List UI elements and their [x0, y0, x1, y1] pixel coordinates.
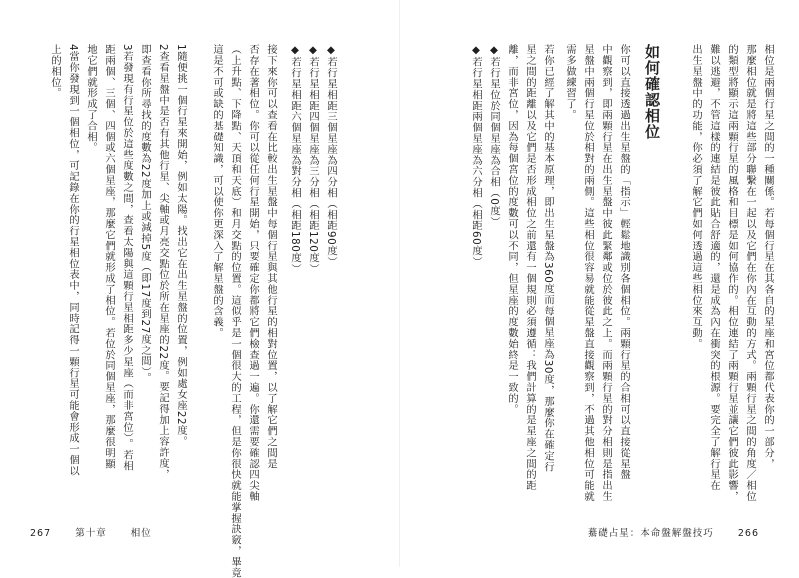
text-column: 星盤中兩個行星位於相對的兩側。這些相位很容易就能從星盤直接觀察到，不過其他相位可能就 — [582, 44, 594, 502]
text-column: ◆若行星位於同個星座為合相（0度） — [488, 44, 500, 228]
text-column: ◆若行星相距兩個星座為六分相（相距60度） — [470, 44, 482, 268]
section-heading: 如何確認相位 — [643, 44, 661, 140]
book-title-header: 驀礎占星：本命盤解盤技巧 — [587, 528, 714, 539]
text-column: ◆若行星相距六個星座為對分相（相距180度） — [289, 44, 301, 275]
left-page — [0, 0, 399, 578]
text-column: ◆若行星相距三個星座為四分相（相距90度） — [325, 44, 337, 268]
text-column: 相位是兩個行星之間的一種關係。若每個行星在其各自的星座和宮位都代表你的一部分， — [762, 44, 774, 470]
chapter-label: 第十章 — [75, 528, 107, 539]
text-column: 1隨便挑一個行星來開始，例如太陽。找出它在出生星盤的位置，例如處女座22度。 — [175, 44, 187, 447]
text-column: 4當你發現到一個相位，可記錄在你的行星相位表中，同時記得一顆行星可能會形成一個以 — [67, 44, 79, 477]
text-column: 若你已經了解其中的基本原理，即出生星盤為360度而每個星座為30度，那麼你在確定行 — [542, 44, 554, 473]
text-column: 距兩個、三個、四個或六個星座，那麼它們就形成了相位。若位於同個星座，那麼很明顯 — [103, 44, 115, 470]
text-column: 離，而非宮位，因為每個宮位的度數可以不同，但星座的度數始終是一致的。 — [506, 44, 518, 415]
text-column: 中觀察到，即兩顆行星在出生星盤中彼此緊鄰或位於彼此之上。而兩顆行星的對分相則是指出生 — [600, 44, 612, 502]
text-column: ◆若行星相距四個星座為三分相（相距120度） — [307, 44, 319, 275]
text-column: 地它們就形成了合相。 — [85, 44, 97, 153]
text-column: 上的相位。 — [49, 44, 61, 99]
text-column: 你可以直接透過出生星盤的「指示」輕鬆地識別各個相位。兩顆行星的合相可以直接從星盤 — [618, 44, 630, 480]
text-column: （上升點、下降點、天頂和天底）和月交點的位置。這似乎是一個很大的工程，但是你很快就能掌握訣竅，畢竟 — [229, 44, 241, 578]
text-column: 星之間的距離以及它們是否形成相位之前還有一個規則必須遵循：我們計算的是星座之間的距 — [524, 44, 536, 491]
text-column: 難以逃避，不管這樣的連結是彼此貼合舒適的，還是成為內在衝突的根源。要完全了解行星在 — [708, 44, 720, 491]
right-footer — [588, 525, 759, 539]
section-label: 相位 — [130, 528, 152, 539]
text-column: 2查看星盤中是否有其他行星、尖軸或月亮交點位於所在星座的22度。要記得加上容許度， — [157, 44, 169, 480]
text-column: 否存在著相位。你可以從任何行星開始，只要確定你都將它們檢查過一遍。你還需要確認四尖軸 — [247, 44, 259, 502]
text-column: 接下來你可以查看在比較出生星盤中每個行星與其他行星的相對位置，以了解它們之間是 — [265, 44, 277, 470]
text-column: 即查看你所尋找的度數為22度加上或減掉5度（即17度到27度之間）。 — [139, 44, 151, 384]
text-column: 3若發現有行星位於這些度數之間，查看太陽與這顆行星相距多少星座（而非宮位）。若相 — [121, 44, 133, 472]
page-number: 266 — [737, 528, 759, 539]
left-footer — [30, 525, 152, 539]
text-column: 出生星盤中的功能，你必須了解它們如何透過這些相位來互動。 — [690, 44, 702, 350]
page-number: 267 — [30, 528, 52, 539]
text-column: 的類型將顯示這兩顆行星的風格和目標是如何協作的。相位連結了兩顆行星並讓它們彼此影響， — [726, 44, 738, 502]
text-column: 需多做練習了。 — [564, 44, 576, 121]
text-column: 那麼相位就是將這些部分聯繫在一起以及它們在你內在互動的方式。兩顆行星之間的角度／相位 — [744, 44, 756, 502]
text-column: 這是不可或缺的基礎知識，可以使你更深入了解星盤的含義。 — [211, 44, 223, 339]
right-page — [400, 0, 799, 567]
